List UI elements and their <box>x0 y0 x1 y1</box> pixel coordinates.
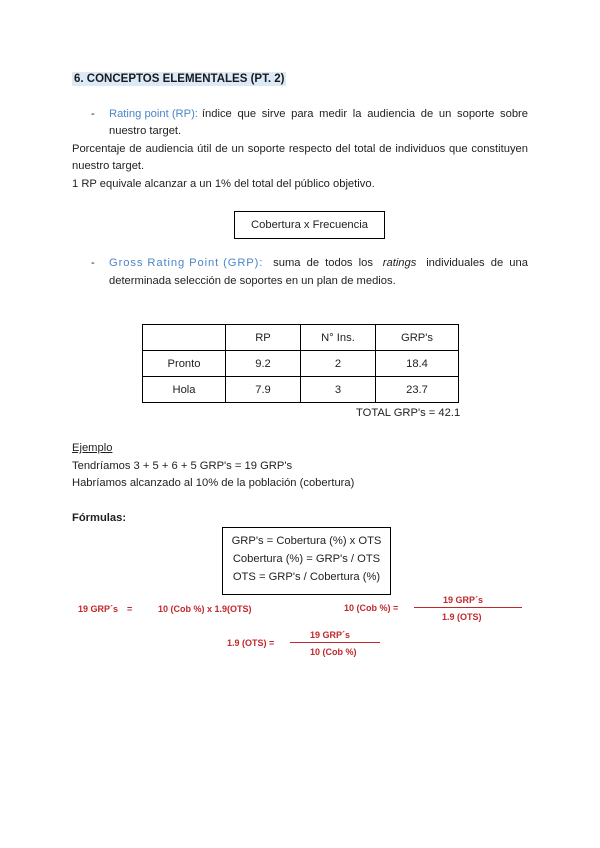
cobertura-frecuencia-box: Cobertura x Frecuencia <box>234 211 385 239</box>
table-header-cell <box>143 325 226 351</box>
rp-paragraph2: 1 RP equivale alcanzar a un 1% del total del público objetivo. <box>72 178 375 190</box>
red-eq3-numerator: 19 GRP´s <box>310 630 351 640</box>
red-eq1-right: 10 (Cob %) x 1.9(OTS) <box>158 604 252 614</box>
table-header-cell: RP <box>226 325 301 351</box>
section-heading: 6. CONCEPTOS ELEMENTALES (PT. 2) <box>74 73 285 85</box>
table-cell: 7.9 <box>226 377 301 403</box>
table-cell: Pronto <box>143 351 226 377</box>
grp-def-italic: ratings <box>382 257 417 269</box>
grp-def-post: individuales de una <box>426 257 528 269</box>
rp-definition-line1 <box>109 108 528 120</box>
example-title: Ejemplo <box>72 442 113 454</box>
red-eq3-left: 1.9 (OTS) = <box>227 638 275 648</box>
red-eq3-fraction-line <box>290 642 380 643</box>
table-cell: 2 <box>301 351 376 377</box>
table-header-cell: GRP's <box>376 325 459 351</box>
formula-line: Cobertura (%) = GRP's / OTS <box>232 553 381 565</box>
formulas-box <box>222 527 391 595</box>
grp-term: Gross Rating Point (GRP): <box>109 257 264 269</box>
table-cell: 18.4 <box>376 351 459 377</box>
red-eq1-equals: = <box>127 604 133 614</box>
formula-line: GRP's = Cobertura (%) x OTS <box>231 535 382 547</box>
table-cell: 9.2 <box>226 351 301 377</box>
table-cell: 23.7 <box>376 377 459 403</box>
rp-term: Rating point (RP): <box>109 108 198 120</box>
rp-definition-text: índice que sirve para medir la audiencia de un soporte sobre <box>201 108 528 120</box>
table-cell: 3 <box>301 377 376 403</box>
formula-line: OTS = GRP's / Cobertura (%) <box>232 571 381 583</box>
rp-paragraph1-line1: Porcentaje de audiencia útil de un soporte respecto del total de individuos que constituyen <box>72 143 528 155</box>
grp-table <box>142 324 459 403</box>
bullet-dash: - <box>91 257 95 269</box>
table-header-cell: N° Ins. <box>301 325 376 351</box>
grp-definition-line1 <box>109 257 528 269</box>
rp-paragraph1-line2: nuestro target. <box>72 160 145 172</box>
table-cell: Hola <box>143 377 226 403</box>
grp-definition-line2: determinada selección de soportes en un plan de medios. <box>109 275 396 287</box>
red-eq2-fraction-line <box>414 607 522 608</box>
red-eq2-denominator: 1.9 (OTS) <box>442 612 482 622</box>
rp-definition-line2: nuestro target. <box>109 125 182 137</box>
grp-def-pre: suma de todos los <box>273 257 373 269</box>
table-total: TOTAL GRP's = 42.1 <box>356 407 461 419</box>
red-eq3-denominator: 10 (Cob %) <box>310 647 357 657</box>
red-eq2-left: 10 (Cob %) = <box>344 603 399 613</box>
red-eq1-left: 19 GRP´s <box>78 604 119 614</box>
table-row <box>143 351 459 377</box>
formulas-title: Fórmulas: <box>72 512 127 524</box>
example-line2: Habríamos alcanzado al 10% de la población (cobertura) <box>72 477 355 489</box>
example-line1: Tendríamos 3 + 5 + 6 + 5 GRP's = 19 GRP's <box>72 460 293 472</box>
bullet-dash: - <box>91 108 95 120</box>
table-row <box>143 377 459 403</box>
table-header-row <box>143 325 459 351</box>
red-eq2-numerator: 19 GRP´s <box>443 595 484 605</box>
